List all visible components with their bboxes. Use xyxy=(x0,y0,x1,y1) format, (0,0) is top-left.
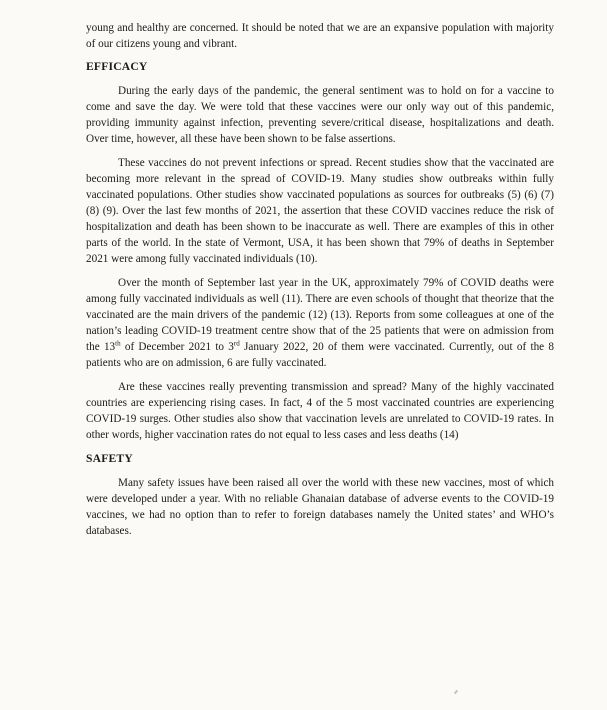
efficacy-heading: EFFICACY xyxy=(86,60,148,73)
document-body xyxy=(86,20,554,547)
scan-speck xyxy=(454,690,458,694)
safety-paragraph-1: Many safety issues have been raised all over the world with these new vaccines, most of which were developed under a year. With no reliable Ghanaian database of adverse events to the COVID-19 vaccines, we had no option than to refer to foreign databases namely the United states’ and WHO’s databases. xyxy=(86,477,554,537)
efficacy-paragraph-3-part-a: Over the month of September last year in the UK, approximately 79% of COVID deaths were among fully vaccinated individuals as well (11). There are even schools of thought that theorize that the vaccinated are the main drivers of the pandemic (12) (13). Reports from some colleagues at one of the nation’s leading COVID-19 treatment centre show that of the 25 patients that were on admission from the 13 xyxy=(86,277,554,353)
efficacy-paragraph-3-part-c: January 2022, 20 of them were vaccinated. Currently, out of the 8 patients who are on admission, 6 are fully vaccinated. xyxy=(86,341,554,369)
ordinal-suffix-th: th xyxy=(115,339,121,348)
ordinal-suffix-rd: rd xyxy=(233,339,240,348)
safety-heading: SAFETY xyxy=(86,452,133,465)
efficacy-paragraph-1: During the early days of the pandemic, the general sentiment was to hold on for a vaccine to come and save the day. We were told that these vaccines were our only way out of this pandemic, providing immunity against infection, preventing severe/critical disease, hospitalizations and death. Over time, however, all these have been shown to be false assertions. xyxy=(86,85,554,145)
efficacy-paragraph-3 xyxy=(86,275,554,371)
intro-paragraph: young and healthy are concerned. It should be noted that we are an expansive population with majority of our citizens young and vibrant. xyxy=(86,22,554,50)
efficacy-paragraph-2: These vaccines do not prevent infections or spread. Recent studies show that the vaccinated are becoming more relevant in the spread of COVID-19. Many studies show outbreaks within fully vaccinated populations. Other studies show vaccinated populations as sources for outbreaks (5) (6) (7) (8) (9). Over the last few months of 2021, the assertion that these COVID vaccines reduce the risk of hospitalization and death has been shown to be inaccurate as well. There are examples of this in other parts of the world. In the state of Vermont, USA, it has been shown that 79% of deaths in September 2021 were among fully vaccinated individuals (10). xyxy=(86,157,554,265)
efficacy-paragraph-4: Are these vaccines really preventing transmission and spread? Many of the highly vaccinated countries are experiencing rising cases. In fact, 4 of the 5 most vaccinated countries are experiencing COVID-19 surges. Other studies also show that vaccination levels are unrelated to COVID-19 rates. In other words, higher vaccination rates do not equal to less cases and less deaths (14) xyxy=(86,381,554,441)
efficacy-paragraph-3-part-b: of December 2021 to 3 xyxy=(120,341,234,353)
